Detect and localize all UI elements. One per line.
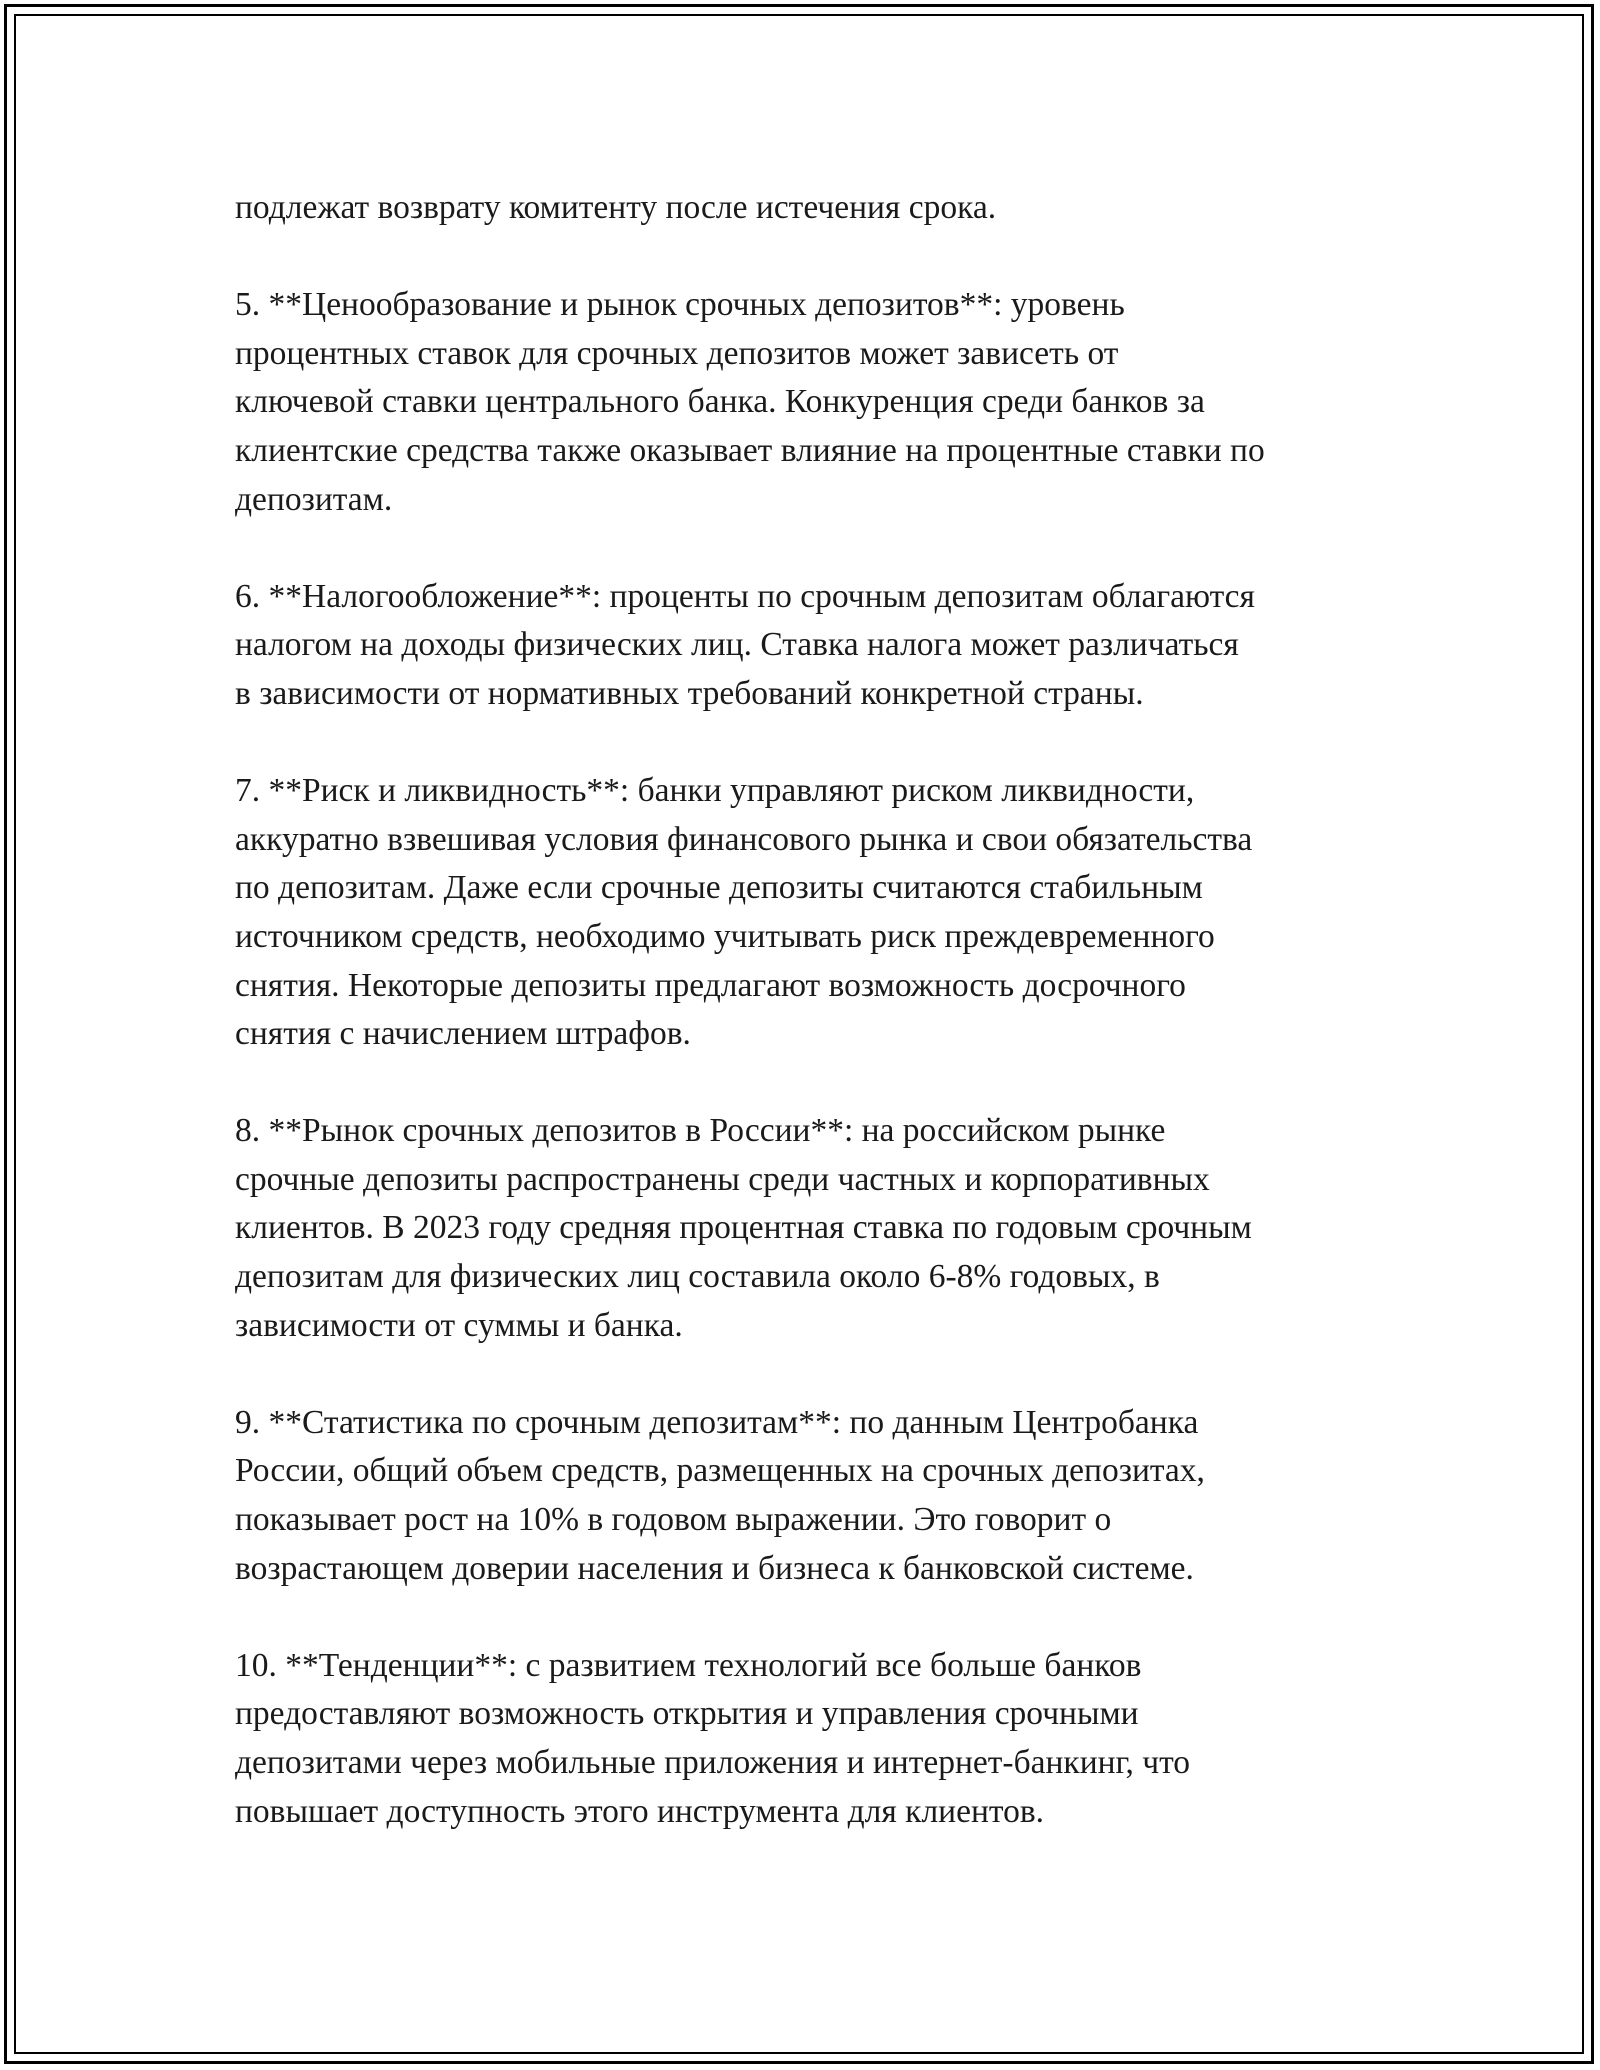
paragraph-spacer bbox=[235, 1059, 1385, 1108]
paragraph-spacer bbox=[235, 524, 1385, 573]
paragraph-item-7-risk-liquidity: 7. **Риск и ликвидность**: банки управляют риском ликвидности, аккуратно взвешивая условия финансового рынка и свои обязательства по депозитам. Даже если срочные депозиты считаются стабильным источником средств, необходимо учитывать риск преждевременного снятия. Некоторые депозиты предлагают возможность досрочного снятия с начислением штрафов. bbox=[235, 772, 1253, 1053]
paragraph-spacer bbox=[235, 233, 1385, 282]
paragraph-item-9-statistics: 9. **Статистика по срочным депозитам**: по данным Центробанка России, общий объем средств, размещенных на срочных депозитах, показывает рост на 10% в годовом выражении. Это говорит о возрастающем доверии населения и бизнеса к банковской системе. bbox=[235, 1403, 1205, 1587]
paragraph-spacer bbox=[235, 1593, 1385, 1642]
paragraph-continuation: подлежат возврату комитенту после истечения срока. bbox=[235, 189, 997, 226]
document-body bbox=[235, 184, 1385, 1836]
paragraph-spacer bbox=[235, 1350, 1385, 1399]
paragraph-item-10-trends: 10. **Тенденции**: с развитием технологий все больше банков предоставляют возможность открытия и управления срочными депозитами через мобильные приложения и интернет-банкинг, что повышает доступность этого инструмента для клиентов. bbox=[235, 1646, 1191, 1830]
paragraph-item-6-taxation: 6. **Налогообложение**: проценты по срочным депозитам облагаются налогом на доходы физических лиц. Ставка налога может различаться в зависимости от нормативных требований конкретной страны. bbox=[235, 577, 1255, 712]
paragraph-spacer bbox=[235, 719, 1385, 768]
paragraph-item-5-pricing: 5. **Ценообразование и рынок срочных депозитов**: уровень процентных ставок для срочных депозитов может зависеть от ключевой ставки центрального банка. Конкуренция среди банков за клиентские средства также оказывает влияние на процентные ставки по депозитам. bbox=[235, 286, 1265, 518]
paragraph-item-8-russia-market: 8. **Рынок срочных депозитов в России**: на российском рынке срочные депозиты распространены среди частных и корпоративных клиентов. В 2023 году средняя процентная ставка по годовым срочным депозитам для физических лиц составила около 6-8% годовых, в зависимости от суммы и банка. bbox=[235, 1112, 1252, 1344]
